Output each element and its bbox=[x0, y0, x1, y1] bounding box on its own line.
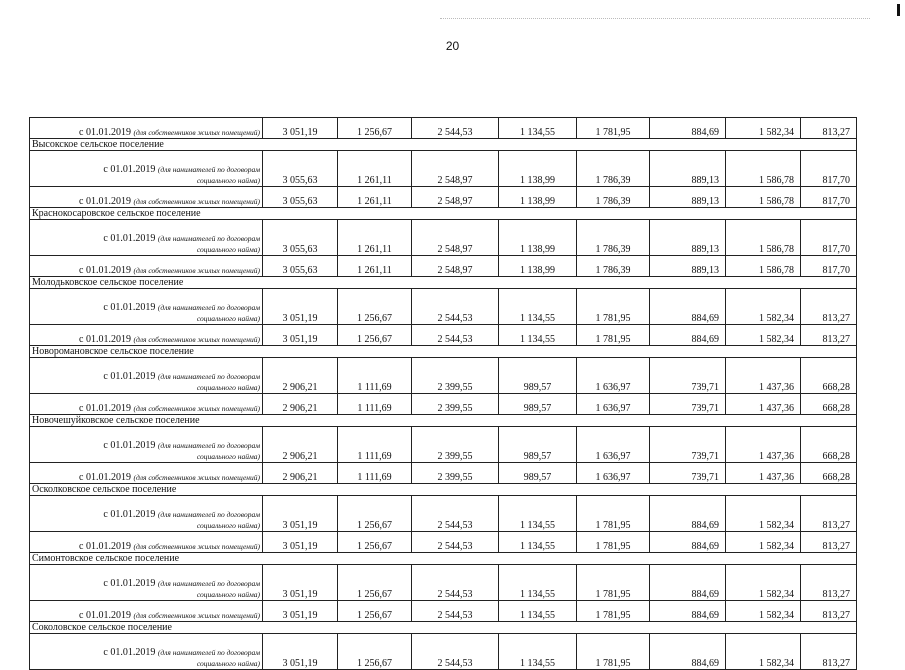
row-label-cell bbox=[30, 634, 263, 670]
section-title: Осколковское сельское поселение bbox=[30, 484, 857, 496]
value-cell: 884,69 bbox=[650, 496, 726, 532]
value-cell: 989,57 bbox=[499, 463, 577, 484]
row-note: (для собственников жилых помещений) bbox=[133, 542, 260, 551]
value-cell: 1 111,69 bbox=[338, 427, 412, 463]
value-cell: 813,27 bbox=[801, 118, 857, 139]
row-date: с 01.01.2019 bbox=[79, 334, 131, 345]
row-note-line2: социального найма) bbox=[196, 452, 260, 461]
value-cell: 1 437,36 bbox=[726, 463, 801, 484]
value-cell: 3 051,19 bbox=[263, 325, 338, 346]
row-note: (для нанимателей по договорам bbox=[157, 579, 260, 588]
value-cell: 1 781,95 bbox=[577, 532, 650, 553]
value-cell: 1 111,69 bbox=[338, 358, 412, 394]
row-date: с 01.01.2019 bbox=[79, 127, 131, 138]
row-date: с 01.01.2019 bbox=[79, 541, 131, 552]
table-row bbox=[30, 118, 857, 139]
row-note: (для собственников жилых помещений) bbox=[133, 335, 260, 344]
table-row bbox=[30, 358, 857, 394]
value-cell: 889,13 bbox=[650, 256, 726, 277]
value-cell: 1 256,67 bbox=[338, 565, 412, 601]
value-cell: 2 544,53 bbox=[412, 325, 499, 346]
row-label-line1 bbox=[32, 302, 260, 313]
row-date: с 01.01.2019 bbox=[103, 440, 156, 451]
row-note: (для нанимателей по договорам bbox=[157, 648, 260, 657]
row-note-line2: социального найма) bbox=[196, 659, 260, 668]
value-cell: 2 544,53 bbox=[412, 289, 499, 325]
value-cell: 2 399,55 bbox=[412, 358, 499, 394]
value-cell: 1 582,34 bbox=[726, 601, 801, 622]
value-cell: 1 134,55 bbox=[499, 118, 577, 139]
section-title: Новоромановское сельское поселение bbox=[30, 346, 857, 358]
value-cell: 668,28 bbox=[801, 394, 857, 415]
table-row bbox=[30, 463, 857, 484]
value-cell: 2 906,21 bbox=[263, 394, 338, 415]
row-note: (для собственников жилых помещений) bbox=[133, 197, 260, 206]
row-label-cell bbox=[30, 532, 263, 553]
row-label-cell bbox=[30, 118, 263, 139]
value-cell: 1 256,67 bbox=[338, 496, 412, 532]
value-cell: 1 582,34 bbox=[726, 565, 801, 601]
row-label-cell bbox=[30, 565, 263, 601]
row-date: с 01.01.2019 bbox=[103, 578, 156, 589]
scan-mark bbox=[897, 4, 900, 16]
value-cell: 1 586,78 bbox=[726, 256, 801, 277]
value-cell: 884,69 bbox=[650, 325, 726, 346]
row-label-cell bbox=[30, 289, 263, 325]
table-row bbox=[30, 601, 857, 622]
value-cell: 1 786,39 bbox=[577, 187, 650, 208]
value-cell: 2 544,53 bbox=[412, 532, 499, 553]
value-cell: 813,27 bbox=[801, 565, 857, 601]
row-label-cell bbox=[30, 256, 263, 277]
row-label-line1 bbox=[32, 233, 260, 244]
value-cell: 1 138,99 bbox=[499, 187, 577, 208]
table-row bbox=[30, 220, 857, 256]
value-cell: 1 636,97 bbox=[577, 358, 650, 394]
value-cell: 884,69 bbox=[650, 565, 726, 601]
value-cell: 1 134,55 bbox=[499, 601, 577, 622]
value-cell: 1 781,95 bbox=[577, 118, 650, 139]
row-date: с 01.01.2019 bbox=[79, 265, 131, 276]
value-cell: 1 582,34 bbox=[726, 325, 801, 346]
value-cell: 817,70 bbox=[801, 151, 857, 187]
value-cell: 1 582,34 bbox=[726, 634, 801, 670]
row-label-cell bbox=[30, 151, 263, 187]
value-cell: 817,70 bbox=[801, 220, 857, 256]
row-note-line2: социального найма) bbox=[196, 521, 260, 530]
value-cell: 1 437,36 bbox=[726, 427, 801, 463]
row-note: (для нанимателей по договорам bbox=[157, 510, 260, 519]
value-cell: 3 055,63 bbox=[263, 187, 338, 208]
value-cell: 3 051,19 bbox=[263, 289, 338, 325]
section-row bbox=[30, 139, 857, 151]
table-row bbox=[30, 394, 857, 415]
value-cell: 889,13 bbox=[650, 220, 726, 256]
value-cell: 2 548,97 bbox=[412, 187, 499, 208]
value-cell: 1 256,67 bbox=[338, 325, 412, 346]
value-cell: 1 786,39 bbox=[577, 151, 650, 187]
value-cell: 1 111,69 bbox=[338, 463, 412, 484]
value-cell: 3 055,63 bbox=[263, 256, 338, 277]
value-cell: 2 544,53 bbox=[412, 565, 499, 601]
row-date: с 01.01.2019 bbox=[79, 472, 131, 483]
value-cell: 1 134,55 bbox=[499, 325, 577, 346]
value-cell: 739,71 bbox=[650, 427, 726, 463]
section-row bbox=[30, 208, 857, 220]
value-cell: 668,28 bbox=[801, 358, 857, 394]
row-note: (для собственников жилых помещений) bbox=[133, 266, 260, 275]
value-cell: 1 256,67 bbox=[338, 532, 412, 553]
table-row bbox=[30, 427, 857, 463]
value-cell: 1 636,97 bbox=[577, 463, 650, 484]
row-date: с 01.01.2019 bbox=[103, 164, 156, 175]
row-label-line1 bbox=[32, 578, 260, 589]
row-label-cell bbox=[30, 463, 263, 484]
value-cell: 1 256,67 bbox=[338, 118, 412, 139]
row-note-line2: социального найма) bbox=[196, 245, 260, 254]
section-row bbox=[30, 415, 857, 427]
page-number: 20 bbox=[445, 39, 460, 53]
table-row bbox=[30, 325, 857, 346]
value-cell: 1 256,67 bbox=[338, 634, 412, 670]
value-cell: 1 586,78 bbox=[726, 220, 801, 256]
value-cell: 1 781,95 bbox=[577, 634, 650, 670]
row-note: (для собственников жилых помещений) bbox=[133, 128, 260, 137]
value-cell: 1 138,99 bbox=[499, 151, 577, 187]
tariff-table bbox=[29, 117, 857, 670]
value-cell: 1 111,69 bbox=[338, 394, 412, 415]
row-date: с 01.01.2019 bbox=[103, 509, 156, 520]
section-row bbox=[30, 484, 857, 496]
row-note: (для нанимателей по договорам bbox=[157, 372, 260, 381]
value-cell: 884,69 bbox=[650, 601, 726, 622]
row-note: (для нанимателей по договорам bbox=[157, 165, 260, 174]
value-cell: 1 134,55 bbox=[499, 565, 577, 601]
value-cell: 3 051,19 bbox=[263, 634, 338, 670]
value-cell: 1 138,99 bbox=[499, 220, 577, 256]
row-date: с 01.01.2019 bbox=[103, 233, 156, 244]
row-label-cell bbox=[30, 601, 263, 622]
row-date: с 01.01.2019 bbox=[103, 371, 156, 382]
value-cell: 2 906,21 bbox=[263, 427, 338, 463]
table-row bbox=[30, 634, 857, 670]
value-cell: 2 906,21 bbox=[263, 358, 338, 394]
value-cell: 813,27 bbox=[801, 325, 857, 346]
value-cell: 2 399,55 bbox=[412, 427, 499, 463]
value-cell: 2 544,53 bbox=[412, 496, 499, 532]
value-cell: 1 582,34 bbox=[726, 496, 801, 532]
value-cell: 1 261,11 bbox=[338, 220, 412, 256]
value-cell: 1 261,11 bbox=[338, 187, 412, 208]
value-cell: 884,69 bbox=[650, 289, 726, 325]
value-cell: 1 134,55 bbox=[499, 496, 577, 532]
section-title: Высокское сельское поселение bbox=[30, 139, 857, 151]
row-label-line1 bbox=[32, 647, 260, 658]
value-cell: 989,57 bbox=[499, 427, 577, 463]
value-cell: 3 051,19 bbox=[263, 601, 338, 622]
value-cell: 1 586,78 bbox=[726, 151, 801, 187]
value-cell: 889,13 bbox=[650, 187, 726, 208]
section-title: Симонтовское сельское поселение bbox=[30, 553, 857, 565]
row-date: с 01.01.2019 bbox=[103, 302, 156, 313]
value-cell: 1 256,67 bbox=[338, 289, 412, 325]
value-cell: 1 636,97 bbox=[577, 427, 650, 463]
row-note: (для нанимателей по договорам bbox=[157, 234, 260, 243]
value-cell: 989,57 bbox=[499, 358, 577, 394]
value-cell: 813,27 bbox=[801, 601, 857, 622]
value-cell: 1 134,55 bbox=[499, 634, 577, 670]
value-cell: 739,71 bbox=[650, 394, 726, 415]
table-row bbox=[30, 496, 857, 532]
row-note-line2: социального найма) bbox=[196, 176, 260, 185]
table-row bbox=[30, 289, 857, 325]
value-cell: 3 055,63 bbox=[263, 151, 338, 187]
value-cell: 2 544,53 bbox=[412, 634, 499, 670]
value-cell: 1 786,39 bbox=[577, 220, 650, 256]
value-cell: 2 399,55 bbox=[412, 463, 499, 484]
row-note-line2: социального найма) bbox=[196, 314, 260, 323]
row-label-cell bbox=[30, 427, 263, 463]
value-cell: 2 544,53 bbox=[412, 601, 499, 622]
row-label-cell bbox=[30, 325, 263, 346]
value-cell: 1 582,34 bbox=[726, 118, 801, 139]
value-cell: 813,27 bbox=[801, 634, 857, 670]
value-cell: 2 544,53 bbox=[412, 118, 499, 139]
value-cell: 1 261,11 bbox=[338, 151, 412, 187]
section-row bbox=[30, 553, 857, 565]
row-note-line2: социального найма) bbox=[196, 590, 260, 599]
value-cell: 1 636,97 bbox=[577, 394, 650, 415]
row-label-cell bbox=[30, 220, 263, 256]
row-note: (для собственников жилых помещений) bbox=[133, 473, 260, 482]
value-cell: 1 582,34 bbox=[726, 532, 801, 553]
section-row bbox=[30, 277, 857, 289]
section-row bbox=[30, 622, 857, 634]
row-date: с 01.01.2019 bbox=[79, 610, 131, 621]
row-label-cell bbox=[30, 187, 263, 208]
row-label-line1 bbox=[32, 371, 260, 382]
value-cell: 2 906,21 bbox=[263, 463, 338, 484]
value-cell: 884,69 bbox=[650, 634, 726, 670]
row-note: (для нанимателей по договорам bbox=[157, 303, 260, 312]
value-cell: 1 261,11 bbox=[338, 256, 412, 277]
value-cell: 889,13 bbox=[650, 151, 726, 187]
value-cell: 884,69 bbox=[650, 532, 726, 553]
value-cell: 817,70 bbox=[801, 187, 857, 208]
value-cell: 2 548,97 bbox=[412, 220, 499, 256]
value-cell: 884,69 bbox=[650, 118, 726, 139]
value-cell: 668,28 bbox=[801, 463, 857, 484]
value-cell: 2 548,97 bbox=[412, 256, 499, 277]
value-cell: 1 138,99 bbox=[499, 256, 577, 277]
value-cell: 1 781,95 bbox=[577, 496, 650, 532]
section-title: Краснокосаровское сельское поселение bbox=[30, 208, 857, 220]
value-cell: 817,70 bbox=[801, 256, 857, 277]
value-cell: 989,57 bbox=[499, 394, 577, 415]
value-cell: 739,71 bbox=[650, 463, 726, 484]
value-cell: 1 437,36 bbox=[726, 394, 801, 415]
row-label-line1 bbox=[32, 440, 260, 451]
row-label-cell bbox=[30, 394, 263, 415]
value-cell: 3 051,19 bbox=[263, 565, 338, 601]
value-cell: 1 134,55 bbox=[499, 532, 577, 553]
value-cell: 739,71 bbox=[650, 358, 726, 394]
row-date: с 01.01.2019 bbox=[79, 403, 131, 414]
value-cell: 1 134,55 bbox=[499, 289, 577, 325]
value-cell: 2 399,55 bbox=[412, 394, 499, 415]
row-label-line1 bbox=[32, 509, 260, 520]
row-note: (для собственников жилых помещений) bbox=[133, 404, 260, 413]
section-row bbox=[30, 346, 857, 358]
value-cell: 1 786,39 bbox=[577, 256, 650, 277]
value-cell: 1 256,67 bbox=[338, 601, 412, 622]
table-row bbox=[30, 256, 857, 277]
section-title: Новочешуйковское сельское поселение bbox=[30, 415, 857, 427]
row-date: с 01.01.2019 bbox=[103, 647, 156, 658]
value-cell: 3 051,19 bbox=[263, 532, 338, 553]
value-cell: 813,27 bbox=[801, 289, 857, 325]
section-title: Молодьковское сельское поселение bbox=[30, 277, 857, 289]
table-row bbox=[30, 151, 857, 187]
row-label-cell bbox=[30, 358, 263, 394]
value-cell: 813,27 bbox=[801, 532, 857, 553]
value-cell: 1 582,34 bbox=[726, 289, 801, 325]
table-row bbox=[30, 187, 857, 208]
value-cell: 1 781,95 bbox=[577, 289, 650, 325]
value-cell: 1 781,95 bbox=[577, 565, 650, 601]
row-note: (для нанимателей по договорам bbox=[157, 441, 260, 450]
table-row bbox=[30, 565, 857, 601]
value-cell: 3 051,19 bbox=[263, 118, 338, 139]
row-label-cell bbox=[30, 496, 263, 532]
value-cell: 1 781,95 bbox=[577, 325, 650, 346]
row-note-line2: социального найма) bbox=[196, 383, 260, 392]
value-cell: 2 548,97 bbox=[412, 151, 499, 187]
table-row bbox=[30, 532, 857, 553]
value-cell: 3 051,19 bbox=[263, 496, 338, 532]
row-date: с 01.01.2019 bbox=[79, 196, 131, 207]
value-cell: 1 586,78 bbox=[726, 187, 801, 208]
value-cell: 3 055,63 bbox=[263, 220, 338, 256]
section-title: Соколовское сельское поселение bbox=[30, 622, 857, 634]
value-cell: 1 437,36 bbox=[726, 358, 801, 394]
value-cell: 668,28 bbox=[801, 427, 857, 463]
scan-noise bbox=[440, 18, 870, 20]
row-label-line1 bbox=[32, 164, 260, 175]
row-note: (для собственников жилых помещений) bbox=[133, 611, 260, 620]
value-cell: 813,27 bbox=[801, 496, 857, 532]
value-cell: 1 781,95 bbox=[577, 601, 650, 622]
